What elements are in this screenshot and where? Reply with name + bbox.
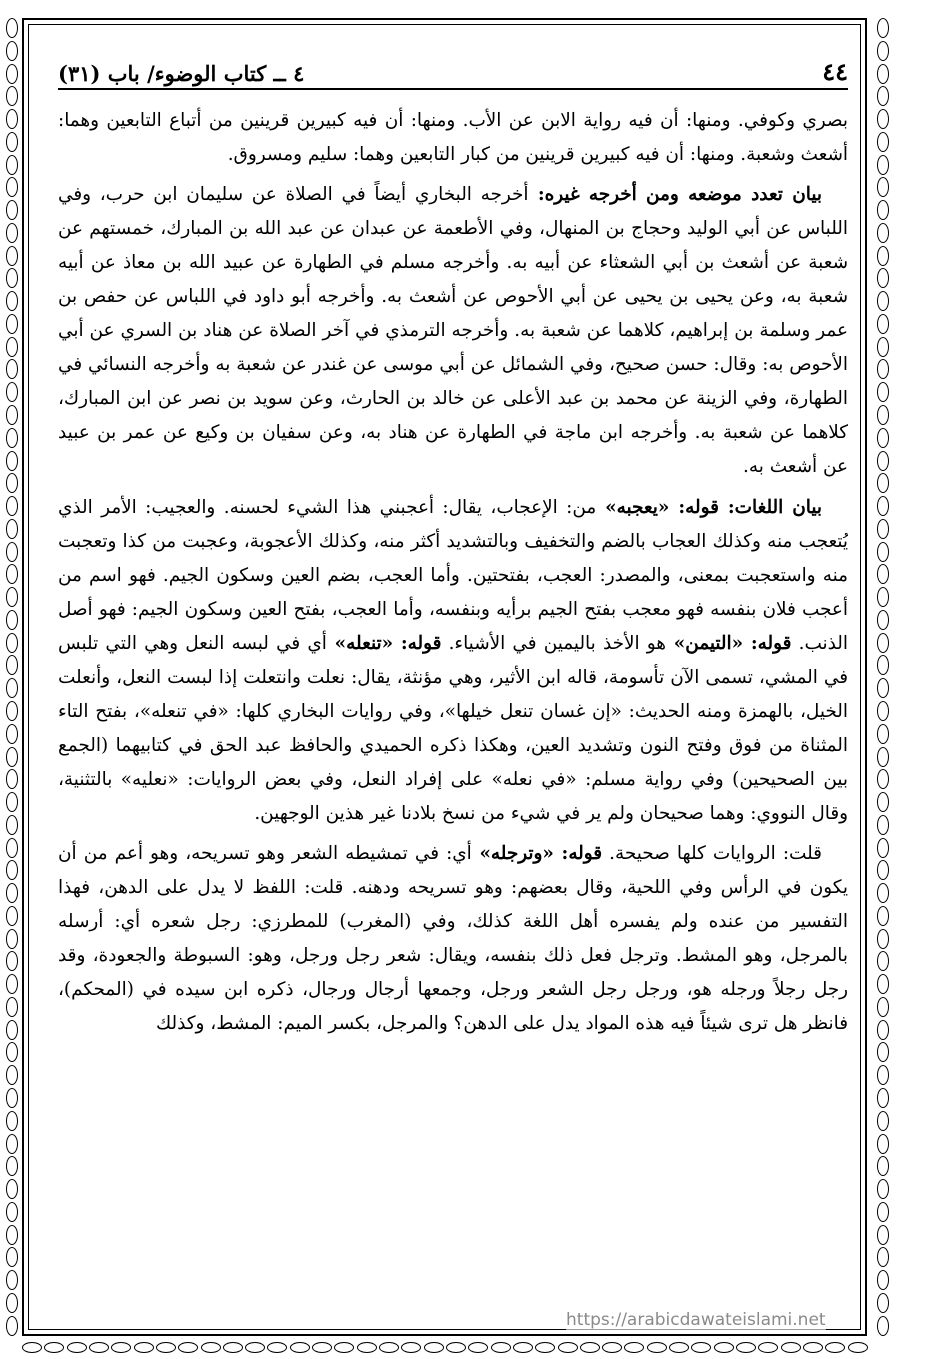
chain-link [877, 1247, 889, 1267]
chain-link [6, 724, 18, 744]
chain-link [6, 246, 18, 266]
chain-link [6, 473, 18, 493]
bold-run: قوله: «تنعله» [326, 632, 442, 654]
chain-link [877, 564, 889, 584]
chain-link [111, 1342, 131, 1353]
chain-link [6, 1247, 18, 1267]
chain-link [877, 1270, 889, 1290]
chain-link [624, 1342, 644, 1353]
chain-link [156, 1342, 176, 1353]
chain-link [6, 268, 18, 288]
chain-link [6, 337, 18, 357]
chain-link [6, 542, 18, 562]
chain-link [401, 1342, 421, 1353]
chain-link [6, 633, 18, 653]
chain-link [6, 291, 18, 311]
chain-link [877, 769, 889, 789]
chain-link [468, 1342, 488, 1353]
chain-link [691, 1342, 711, 1353]
chain-link [877, 451, 889, 471]
chain-link [6, 974, 18, 994]
bold-run: قوله: «وترجله» [471, 842, 603, 864]
chain-link [89, 1342, 109, 1353]
chain-link [6, 1293, 18, 1313]
chain-link [134, 1342, 154, 1353]
chain-link [67, 1342, 87, 1353]
chain-link [6, 405, 18, 425]
chain-link [877, 724, 889, 744]
chain-link [877, 1202, 889, 1222]
chain-link [877, 64, 889, 84]
chain-link [6, 951, 18, 971]
chain-link [825, 1342, 845, 1353]
chain-link [877, 838, 889, 858]
chain-link [877, 678, 889, 698]
chain-link [446, 1342, 466, 1353]
chain-link [6, 496, 18, 516]
chain-link [877, 951, 889, 971]
chain-link [877, 1134, 889, 1154]
chain-link [877, 314, 889, 334]
paragraph [58, 104, 848, 172]
chain-link [877, 86, 889, 106]
chain-link [6, 655, 18, 675]
chain-link [877, 223, 889, 243]
chain-link [877, 792, 889, 812]
page-header [58, 56, 848, 90]
chain-link [877, 428, 889, 448]
chain-link [6, 769, 18, 789]
paragraph [58, 178, 848, 484]
chain-link [877, 542, 889, 562]
chain-link [877, 701, 889, 721]
chain-link [877, 109, 889, 129]
bold-run: بيان تعدد موضعه ومن أخرجه غيره: [528, 184, 822, 206]
bold-run: بيان اللغات: قوله: «يعجبه» [596, 496, 822, 518]
text-run: من: الإعجاب، يقال: أعجبني هذا الشيء لحسنه. والعجيب: الأمر الذي يُتعجب منه وكذلك العجاب بالضم والتخفيف وبالتشديد أكثر منه، وكذلك الأعجوبة، وعجبت من كذا وتعجبت منه واستعجبت بمعنى، والمصدر: العجب، بفتحتين. وأما العجب، بضم العين وسكون الجيم. فهو اسم من أعجب فلان بنفسه فهو معجب بفتح الجيم برأيه وبنفسه، وأما العجب، بفتح العين وسكون الجيم: فهو أصل الذنب. [58, 496, 848, 654]
chain-link [6, 109, 18, 129]
chain-link [877, 18, 889, 38]
chain-link [6, 564, 18, 584]
chain-link [736, 1342, 756, 1353]
chain-link [6, 815, 18, 835]
chain-link [877, 382, 889, 402]
chain-link [6, 838, 18, 858]
chain-link [6, 41, 18, 61]
chain-link [877, 496, 889, 516]
chain-link [877, 883, 889, 903]
chain-link [267, 1342, 287, 1353]
chain-link [6, 428, 18, 448]
chain-link [877, 929, 889, 949]
chain-link [877, 1065, 889, 1085]
chain-link [558, 1342, 578, 1353]
chain-link [6, 1088, 18, 1108]
chain-link [877, 997, 889, 1017]
text-run: هو الأخذ باليمين في الأشياء. [441, 632, 666, 654]
chain-link [877, 1316, 889, 1336]
chain-link [602, 1342, 622, 1353]
chain-link [877, 655, 889, 675]
paragraph [58, 837, 848, 1041]
chain-link [6, 1020, 18, 1040]
chain-link [6, 1202, 18, 1222]
chain-link [223, 1342, 243, 1353]
chain-link [877, 860, 889, 880]
chain-link [6, 223, 18, 243]
chain-link [877, 473, 889, 493]
chain-link [6, 177, 18, 197]
chain-link [491, 1342, 511, 1353]
chain-link [178, 1342, 198, 1353]
chain-link [877, 41, 889, 61]
chain-link [6, 1134, 18, 1154]
page-body [58, 104, 848, 1334]
chain-link [6, 519, 18, 539]
chain-link [6, 792, 18, 812]
chain-link [877, 200, 889, 220]
chain-link [6, 451, 18, 471]
chain-link [6, 906, 18, 926]
chain-link [357, 1342, 377, 1353]
chain-link [6, 382, 18, 402]
chain-link [245, 1342, 265, 1353]
chain-link [6, 701, 18, 721]
chain-link [6, 929, 18, 949]
chain-link [877, 177, 889, 197]
chain-link [44, 1342, 64, 1353]
bold-run: قوله: «التيمن» [665, 632, 792, 654]
chain-link [877, 246, 889, 266]
chapter-title: ٤ ــ كتاب الوضوء/ باب (٣١) [58, 61, 305, 86]
chain-link [877, 747, 889, 767]
chain-link [877, 906, 889, 926]
chain-link [6, 678, 18, 698]
text-run: قلت: الروايات كلها صحيحة. [602, 842, 822, 864]
chain-link [6, 1111, 18, 1131]
chain-link [877, 405, 889, 425]
chain-link [6, 1065, 18, 1085]
chain-link [6, 86, 18, 106]
chain-link [877, 359, 889, 379]
chain-link [6, 1179, 18, 1199]
chain-link [6, 155, 18, 175]
chain-link [6, 1270, 18, 1290]
chain-link [803, 1342, 823, 1353]
chain-link [877, 268, 889, 288]
text-run: أي في لبسه النعل وهي التي تلبس في المشي، تسمى الآن تأسومة، قاله ابن الأثير، وهي مؤنثة، يقال: نعلت وانتعلت إذا لبست النعل، وأنعلت الخيل، بالهمزة ومنه الحديث: «إن غسان تنعل خيلها»، وفي روايات البخاري كلها: «في تنعله»، بفتح التاء المثناة من فوق وفتح النون وتشديد العين، وهكذا ذكره الحميدي والحافظ عبد الحق في كتابيهما (الجمع بين الصحيحين) وفي رواية مسلم: «في نعله» على إفراد النعل، وفي بعض الروايات: «نعليه» بالتثنية، وقال النووي: وهما صحيحان ولم ير في شيء من نسخ بلادنا غير هذين الوجهين. [58, 632, 848, 824]
chain-link [6, 610, 18, 630]
chain-link [6, 64, 18, 84]
chain-link [379, 1342, 399, 1353]
chain-link [877, 155, 889, 175]
chain-link [877, 1179, 889, 1199]
chain-link [877, 519, 889, 539]
chain-link [6, 359, 18, 379]
chain-link [877, 610, 889, 630]
chain-link [669, 1342, 689, 1353]
chain-link [877, 1225, 889, 1245]
chain-link [714, 1342, 734, 1353]
chain-link [877, 1293, 889, 1313]
chain-link [6, 1042, 18, 1062]
chain-link [877, 1156, 889, 1176]
bottom-border-ornament [22, 1338, 868, 1356]
watermark-url: https://arabicdawateislami.net [566, 1310, 826, 1330]
right-border-ornament [868, 18, 898, 1336]
chain-link [877, 1042, 889, 1062]
chain-link [6, 200, 18, 220]
text-run: بصري وكوفي. ومنها: أن فيه رواية الابن عن الأب. ومنها: أن فيه كبيرين قرينين من أتباع التابعين وهما: أشعث وشعبة. ومنها: أن فيه كبيرين قرينين من كبار التابعين وهما: سليم ومسروق. [58, 110, 848, 166]
chain-link [6, 132, 18, 152]
chain-link [22, 1342, 42, 1353]
chain-link [6, 860, 18, 880]
chain-link [6, 587, 18, 607]
chain-link [877, 1111, 889, 1131]
text-run: أخرجه البخاري أيضاً في الصلاة عن سليمان ابن حرب، وفي اللباس عن أبي الوليد وحجاج بن المنهال، وفي الأطعمة عن عبدان عن عبد الله بن المبارك، خمستهم عن شعبة عن أشعث بن أبي الشعثاء عن أبيه به. وأخرجه مسلم في الطهارة عن عبيد الله بن معاذ عن أبيه شعبة به، وعن يحيى بن يحيى عن أبي الأحوص عن أشعث به. وأخرجه أبو داود في اللباس عن حفص بن عمر وسلمة بن إبراهيم، كلاهما عن شعبة به. وأخرجه الترمذي في آخر الصلاة عن هناد بن السري عن أبي الأحوص به: وقال: حسن صحيح، وفي الشمائل عن أبي موسى عن غندر عن شعبة به وأخرجه النسائي في الطهارة، وفي الزينة عن محمد بن عبد الأعلى عن خالد بن الحارث، وعن سويد بن نصر عن ابن المبارك، كلاهما عن شعبة به. وأخرجه ابن ماجة في الطهارة عن هناد به، وعن سفيان بن وكيع عن عمر بن عبيد عن أشعث به. [58, 184, 848, 478]
chain-link [580, 1342, 600, 1353]
chain-link [877, 587, 889, 607]
chain-link [424, 1342, 444, 1353]
left-border-ornament [0, 18, 24, 1336]
chain-link [312, 1342, 332, 1353]
chain-link [6, 883, 18, 903]
page-number: ٤٤ [822, 57, 848, 86]
chain-link [201, 1342, 221, 1353]
paragraph [58, 491, 848, 831]
chain-link [6, 1156, 18, 1176]
chain-link [6, 18, 18, 38]
chain-link [6, 1316, 18, 1336]
chain-link [6, 314, 18, 334]
chain-link [877, 291, 889, 311]
chain-link [877, 1020, 889, 1040]
chain-link [290, 1342, 310, 1353]
chain-link [848, 1342, 868, 1353]
chain-link [877, 337, 889, 357]
chain-link [877, 1088, 889, 1108]
chain-link [334, 1342, 354, 1353]
chain-link [647, 1342, 667, 1353]
chain-link [758, 1342, 778, 1353]
chain-link [877, 633, 889, 653]
chain-link [535, 1342, 555, 1353]
chain-link [877, 974, 889, 994]
chain-link [781, 1342, 801, 1353]
chain-link [6, 1225, 18, 1245]
text-run: أي: في تمشيطه الشعر وهو تسريحه، وهو أعم من أن يكون في الرأس وفي اللحية، وقال بعضهم: وهو تسريحه ودهنه. قلت: اللفظ لا يدل على الدهن، فهذا التفسير من عنده ولم يفسره أهل اللغة كذلك، وفي (المغرب) للمطرزي: رجل شعره أي: أرسله بالمرجل، وهو المشط. وترجل فعل ذلك بنفسه، ويقال: شعر رجل ورجل، وهو: السبوطة والجعودة، وقد رجل رجلاً ورجله هو، ورجل رجل الشعر ورجل، وجمعها أرجال ورجال، ذكره ابن سيده في (المحكم)، فانظر هل ترى شيئاً فيه هذه المواد يدل على الدهن؟ والمرجل، بكسر الميم: المشط، وكذلك [58, 842, 848, 1035]
chain-link [6, 747, 18, 767]
chain-link [877, 815, 889, 835]
chain-link [877, 132, 889, 152]
chain-link [6, 997, 18, 1017]
chain-link [513, 1342, 533, 1353]
